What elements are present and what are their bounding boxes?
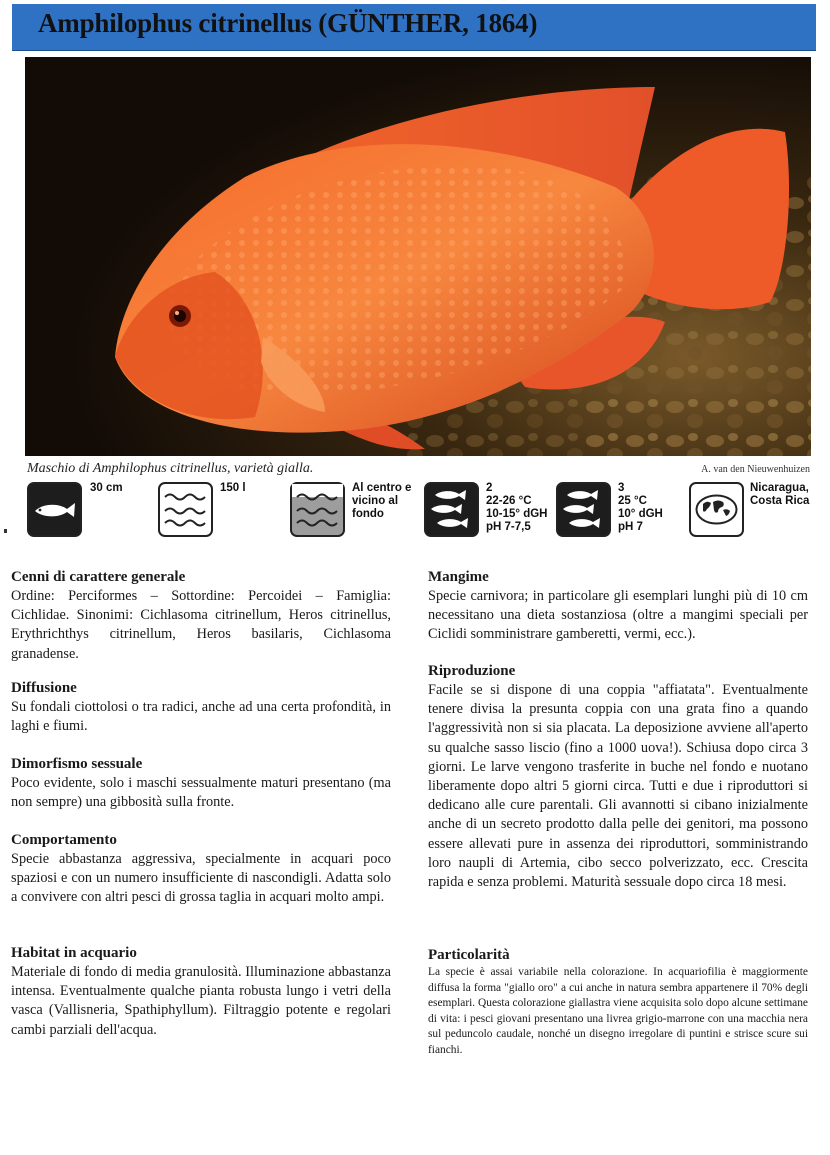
page-title: Amphilophus citrinellus (GÜNTHER, 1864)	[38, 8, 538, 38]
size-label: 30 cm	[90, 482, 123, 494]
section-text: Ordine: Perciformes – Sottordine: Percoidei – Famiglia: Cichlidae. Sinonimi: Cichlasoma citrinellum, Heros citrinellus, Erythrichthys citrinellum, Heros basilaris, Cichlasoma granadense.	[11, 588, 391, 662]
middle-bottom-zone-icon	[290, 482, 345, 537]
title-bar	[12, 4, 816, 51]
section-heading: Dimorfismo sessuale	[11, 756, 143, 772]
fish-photo	[25, 57, 811, 456]
section-particularities	[428, 946, 808, 1059]
section-dimorphism	[11, 755, 391, 812]
section-text: La specie è assai variabile nella colorazione. In acquariofilia è maggiormente diffusa la forma "giallo oro" a cui anche in natura sembra appartenere il 70% degli esemplari. Questa colorazione giallastra viene acquisita solo dopo alcune settimane di vita: i pesci giovani presentano una livrea grigio-marrone con una macchia nera sul peduncolo caudale, nonché un disegno irregolare di puntini e strisce scure sui fianchi.	[428, 966, 808, 1056]
section-text: Specie carnivora; in particolare gli esemplari lunghi più di 10 cm necessitano una dieta sostanziosa (oltre a mangimi speciali per Ciclidi somministrare gamberetti, vermi, ecc.).	[428, 588, 808, 643]
world-map-icon	[689, 482, 744, 537]
origin-label: Nicaragua, Costa Rica	[750, 482, 810, 507]
section-reproduction	[428, 662, 808, 892]
section-distribution	[11, 679, 391, 736]
water-parameters: 2 22-26 °C 10-15° dGH pH 7-7,5	[486, 482, 548, 533]
section-heading: Mangime	[428, 569, 489, 585]
volume-label: 150 l	[220, 482, 246, 494]
section-heading: Particolarità	[428, 947, 510, 963]
aquarium-wave-icon	[158, 482, 213, 537]
zone-label: Al centro e vicino al fondo	[352, 482, 412, 520]
photo-caption: Maschio di Amphilophus citrinellus, varietà gialla.	[27, 461, 314, 476]
section-behaviour	[11, 831, 391, 908]
section-habitat	[11, 944, 391, 1040]
photo-credit: A. van den Nieuwenhuizen	[701, 464, 810, 475]
margin-mark	[4, 529, 7, 533]
section-heading: Diffusione	[11, 680, 77, 696]
section-text: Materiale di fondo di media granulosità. Illuminazione abbastanza intensa. Eventualmente qualche pianta robusta lungo i vetri della vasca (Vallisneria, Spathiphyllum). Filtraggio potente e regolari cambi parziali dell'acqua.	[11, 964, 391, 1038]
section-text: Poco evidente, solo i maschi sessualmente maturi presentano (ma non sempre) una gibbosità sulla fronte.	[11, 775, 391, 811]
fish-school-icon	[424, 482, 479, 537]
fish-school-icon	[556, 482, 611, 537]
section-text: Facile se si dispone di una coppia "affiatata". Eventualmente tenere divisa la presunta coppia con una grata fino a quando l'aggressività non si sia placata. La deposizione avviene all'aperto su qualche sasso liscio (fino a 1000 uova!). Schiusa dopo circa 3 giorni. Le larve vengono trasferite in buche nel fondo e nuotano liberamente dopo altri 5 giorni circa. Tutti e due i riproduttori si dedicano alle cure parentali. Gli avannotti si cibano inizialmente anche di un secreto prodotto dalla pelle dei genitori, ma possono essere allevati pure in assenza dei riproduttori, somministrando loro naupli di Artemia, cibo secco polverizzato, ecc. Crescita rapida e senza problemi. Maturità sessuale dopo circa 18 mesi.	[428, 682, 808, 891]
section-text: Su fondali ciottolosi o tra radici, anche ad una certa profondità, in laghi e fiumi.	[11, 699, 391, 735]
section-text: Specie abbastanza aggressiva, specialmente in acquari poco spaziosi e con un numero insufficiente di nascondigli. Adatta solo a convivere con altri pesci di grossa taglia in acquari molto ampi.	[11, 851, 391, 906]
section-food	[428, 568, 808, 645]
section-general	[11, 568, 391, 664]
fish-silhouette-icon	[27, 482, 82, 537]
section-heading: Riproduzione	[428, 663, 516, 679]
fish-illustration	[25, 57, 811, 456]
section-heading: Comportamento	[11, 832, 117, 848]
breeding-water-parameters: 3 25 °C 10° dGH pH 7	[618, 482, 663, 533]
section-heading: Cenni di carattere generale	[11, 569, 186, 585]
section-heading: Habitat in acquario	[11, 945, 137, 961]
